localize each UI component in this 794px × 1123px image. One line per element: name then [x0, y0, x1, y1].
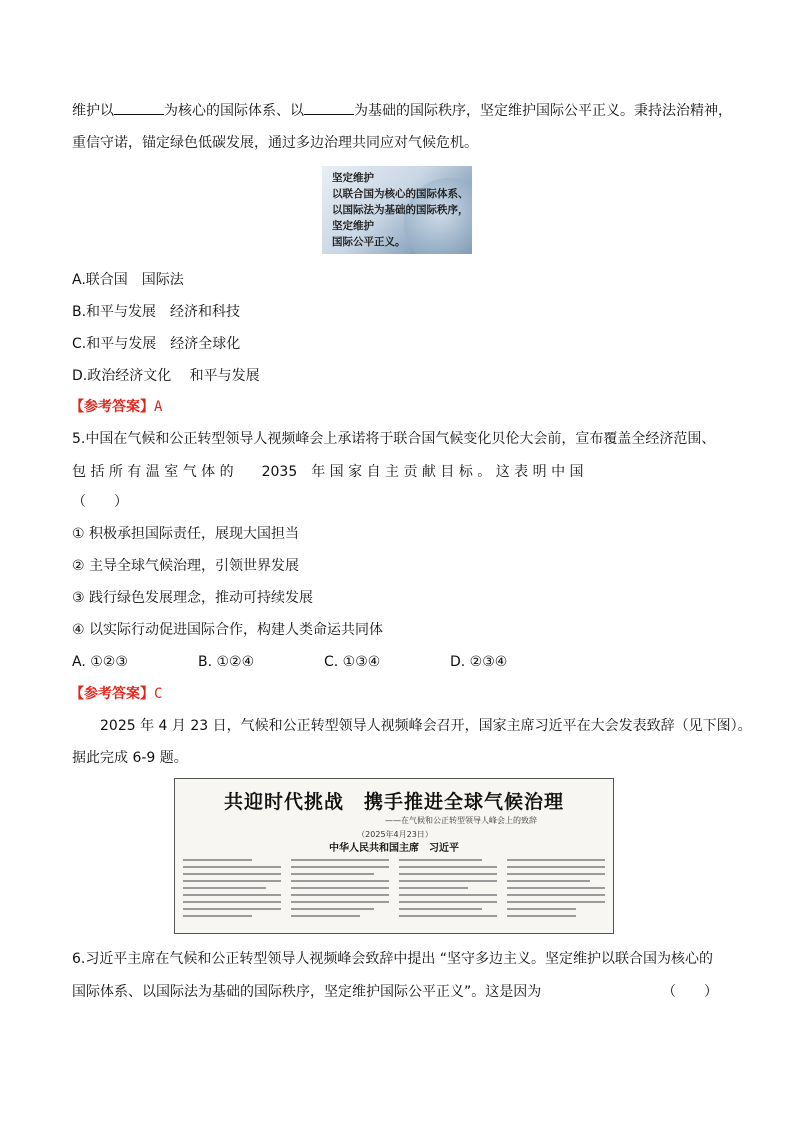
q5-option-c: C. ①③④ — [324, 654, 381, 670]
q4-option-c: C.和平与发展 经济全球化 — [72, 336, 241, 352]
q4-stem-part3: 为基础的国际秩序，坚定维护国际公平正义。秉持法治精神， — [354, 103, 732, 119]
q6-stem-line1: 6.习近平主席在气候和公正转型领导人视频峰会致辞中提出 “坚守多边主义。坚定维护以联合国为核心的 — [72, 951, 714, 967]
q5-option-a: A. ①②③ — [72, 654, 128, 670]
q5-option-d: D. ②③④ — [450, 654, 508, 670]
q4-option-a: A.联合国 国际法 — [72, 272, 184, 288]
newspaper-image — [174, 778, 614, 934]
newspaper-column-1 — [183, 859, 281, 925]
q5-stem-line1: 5.中国在气候和公正转型领导人视频峰会上承诺将于联合国气候变化贝伦大会前，宣布覆盖全经济范围、 — [72, 431, 716, 447]
q4-stem-part2: 为核心的国际体系、以 — [164, 103, 304, 119]
newspaper-column-2 — [291, 859, 389, 925]
q5-option-b: B. ①②④ — [198, 654, 255, 670]
newspaper-date: （2025年4月23日） — [357, 830, 433, 839]
q6-answer-paren: （ ） — [662, 984, 718, 1000]
q5-answer-label: 【参考答案】 — [70, 686, 154, 702]
q5-stem-line2: 包 括 所 有 温 室 气 体 的 2035 年 国 家 自 主 贡 献 目 标 。 这 表 明 中 国 — [72, 464, 584, 480]
quote-image-text: 坚定维护 以联合国为核心的国际体系、 以国际法为基础的国际秩序， 坚定维护 国际公平正义。 — [332, 172, 469, 248]
newspaper-subtitle: ——在气候和公正转型领导人峰会上的致辞 — [385, 816, 537, 825]
quote-image — [322, 166, 472, 254]
q4-stem-line1 — [72, 100, 732, 121]
newspaper-column-3 — [399, 859, 497, 925]
q4-blank-2 — [304, 100, 354, 115]
q4-option-d: D.政治经济文化 和平与发展 — [72, 368, 260, 384]
q4-answer-value: A — [154, 399, 163, 415]
q5-statement-4: ④ 以实际行动促进国际合作，构建人类命运共同体 — [72, 622, 383, 638]
intro-line2: 据此完成 6-9 题。 — [72, 750, 188, 766]
q5-stem-line3: （ ） — [72, 494, 128, 510]
q5-statement-3: ③ 践行绿色发展理念，推动可持续发展 — [72, 590, 313, 606]
q4-answer — [70, 397, 162, 417]
newspaper-headline: 共迎时代挑战 携手推进全球气候治理 — [223, 791, 564, 813]
q4-option-b: B.和平与发展 经济和科技 — [72, 304, 241, 320]
q4-stem-part1: 维护以 — [72, 103, 114, 119]
q5-answer-value: C — [154, 686, 163, 702]
q4-blank-1 — [114, 100, 164, 115]
q4-answer-label: 【参考答案】 — [70, 399, 154, 415]
q5-statement-1: ① 积极承担国际责任，展现大国担当 — [72, 526, 300, 542]
q5-answer — [70, 684, 162, 704]
q6-stem-line2: 国际体系、以国际法为基础的国际秩序，坚定维护国际公平正义”。这是因为 — [72, 984, 542, 1000]
newspaper-byline: 中华人民共和国主席 习近平 — [329, 843, 459, 854]
newspaper-column-4 — [507, 859, 605, 925]
q5-statement-2: ② 主导全球气候治理，引领世界发展 — [72, 558, 300, 574]
q4-stem-line2: 重信守诺，锚定绿色低碳发展，通过多边治理共同应对气候危机。 — [72, 135, 478, 151]
intro-line1: 2025 年 4 月 23 日，气候和公正转型领导人视频峰会召开，国家主席习近平在大会发表致辞（见下图）。 — [100, 718, 752, 734]
